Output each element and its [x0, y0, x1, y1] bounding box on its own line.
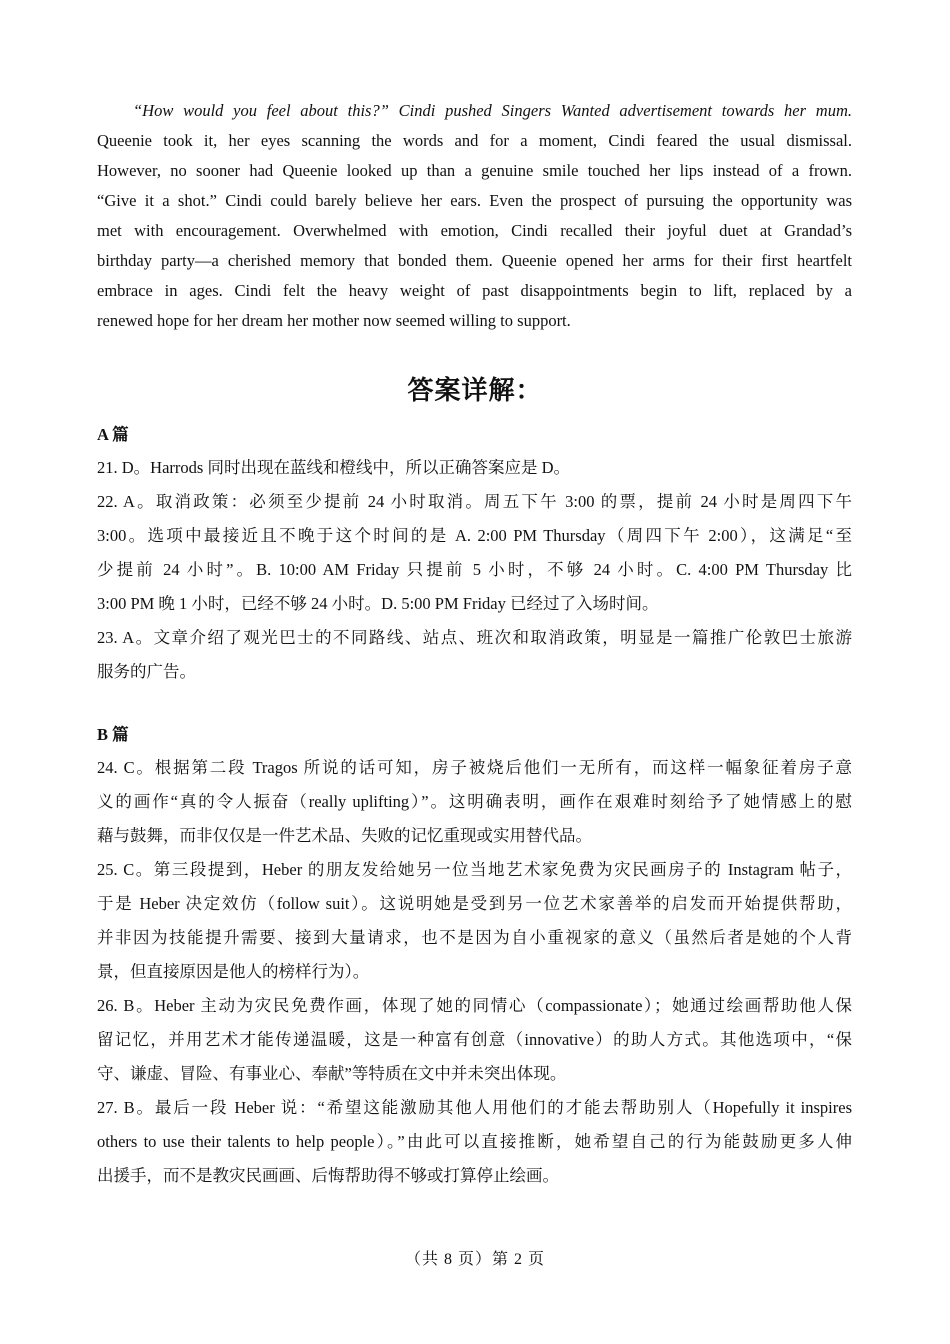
passage-line: birthday party—a cherished memory that bonded them. Queenie opened her arms for their first heartfelt: [97, 251, 852, 270]
answer-line: 24. C。根据第二段 Tragos 所说的话可知，房子被烧后他们一无所有，而这样一幅象征着房子意: [97, 758, 852, 777]
answer-line: 22. A。取消政策：必须至少提前 24 小时取消。周五下午 3:00 的票，提前 24 小时是周四下午: [97, 492, 852, 511]
passage-line: met with encouragement. Overwhelmed with emotion, Cindi recalled their joyful duet at Grandad’s: [97, 221, 852, 240]
answer-item: [97, 853, 852, 989]
page-footer: （共 8 页）第 2 页: [404, 1251, 545, 1268]
answer-item: [97, 485, 852, 621]
answer-line: 23. A。文章介绍了观光巴士的不同路线、站点、班次和取消政策，明显是一篇推广伦敦巴士旅游: [97, 628, 852, 647]
answer-item: [97, 751, 852, 853]
answer-line: 于是 Heber 决定效仿（follow suit）。这说明她是受到另一位艺术家善举的启发而开始提供帮助，: [97, 894, 852, 913]
answer-item: [97, 1091, 852, 1193]
answer-explanations: [97, 419, 852, 1193]
passage-line: embrace in ages. Cindi felt the heavy weight of past disappointments begin to lift, replaced by a: [97, 281, 852, 300]
page-title: 答案详解：: [407, 376, 543, 406]
section-heading: A 篇: [97, 425, 129, 444]
answer-line: 留记忆，并用艺术才能传递温暖，这是一种富有创意（innovative）的助人方式。其他选项中，“保: [97, 1030, 852, 1049]
answer-item: [97, 621, 852, 689]
section-spacer: [97, 689, 852, 719]
passage-line: “How would you feel about this?” Cindi pushed Singers Wanted advertisement towards her mum.: [133, 101, 852, 120]
answer-line: 3:00。选项中最接近且不晚于这个时间的是 A. 2:00 PM Thursday（周四下午 2:00），这满足“至: [97, 526, 852, 545]
answer-line: 26. B。Heber 主动为灾民免费作画，体现了她的同情心（compassionate）；她通过绘画帮助他人保: [97, 996, 852, 1015]
answer-line: 并非因为技能提升需要、接到大量请求，也不是因为自小重视家的意义（虽然后者是她的个人背: [97, 928, 852, 947]
passage-line: “Give it a shot.” Cindi could barely believe her ears. Even the prospect of pursuing the opportunity was: [97, 191, 852, 210]
passage-line: renewed hope for her dream her mother now seemed willing to support.: [97, 311, 571, 330]
answer-line: others to use their talents to help people）。”由此可以直接推断，她希望自己的行为能鼓励更多人伸: [97, 1132, 852, 1151]
answer-line: 景，但直接原因是他人的榜样行为）。: [97, 962, 370, 981]
answer-line: 27. B。最后一段 Heber 说：“希望这能激励其他人用他们的才能去帮助别人（Hopefully it inspires: [97, 1098, 852, 1117]
answer-line: 3:00 PM 晚 1 小时，已经不够 24 小时。D. 5:00 PM Friday 已经过了入场时间。: [97, 594, 659, 613]
answer-line: 守、谦虚、冒险、有事业心、奉献”等特质在文中并未突出体现。: [97, 1064, 567, 1083]
answer-line: 21. D。Harrods 同时出现在蓝线和橙线中，所以正确答案应是 D。: [97, 458, 570, 477]
answer-item: [97, 989, 852, 1091]
passage-line: However, no sooner had Queenie looked up than a genuine smile touched her lips instead of a frown.: [97, 161, 852, 180]
passage-paragraph: [97, 96, 852, 336]
answer-line: 藉与鼓舞，而非仅仅是一件艺术品、失败的记忆重现或实用替代品。: [97, 826, 592, 845]
section-heading: B 篇: [97, 725, 129, 744]
answer-line: 25. C。第三段提到，Heber 的朋友发给她另一位当地艺术家免费为灾民画房子的 Instagram 帖子，: [97, 860, 852, 879]
answer-line: 出援手，而不是教灾民画画、后悔帮助得不够或打算停止绘画。: [97, 1166, 559, 1185]
answer-line: 少提前 24 小时”。B. 10:00 AM Friday 只提前 5 小时，不够 24 小时。C. 4:00 PM Thursday 比: [97, 560, 852, 579]
passage-line: Queenie took it, her eyes scanning the words and for a moment, Cindi feared the usual dismissal.: [97, 131, 852, 150]
answer-item: [97, 451, 852, 485]
answer-line: 义的画作“真的令人振奋（really uplifting）”。这明确表明，画作在艰难时刻给予了她情感上的慰: [97, 792, 852, 811]
answer-line: 服务的广告。: [97, 662, 196, 681]
